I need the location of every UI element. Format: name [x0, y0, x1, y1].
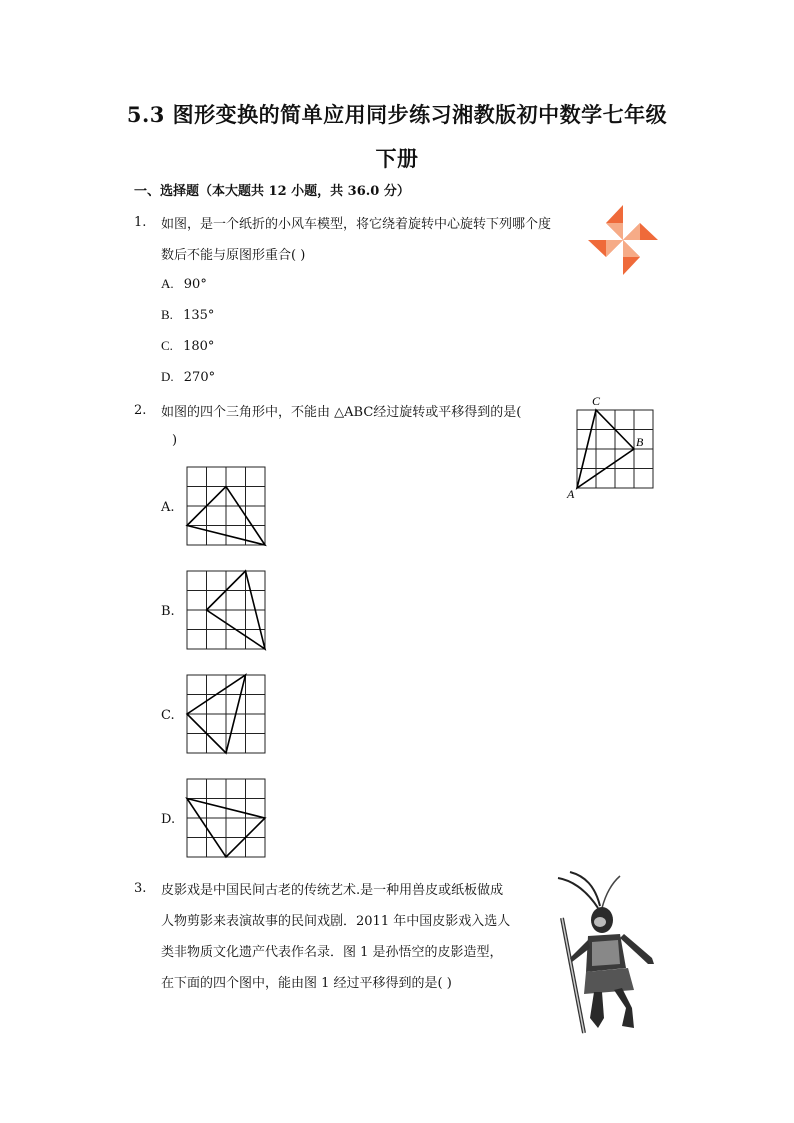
- q1-text-line2: 数后不能与原图形重合( ): [161, 248, 306, 263]
- grid-d: [187, 779, 265, 857]
- q1-option-b[interactable]: [161, 307, 214, 323]
- q2-number: 2.: [134, 403, 147, 418]
- q2-option-a-figure[interactable]: [185, 465, 267, 547]
- q2-option-b-figure[interactable]: [185, 569, 267, 651]
- q1-option-b-label: B.: [161, 307, 173, 322]
- label-c: C: [592, 394, 601, 408]
- pinwheel-blade-2-light: [623, 223, 640, 240]
- label-b: B: [636, 435, 644, 449]
- q2-text-line1: 如图的四个三角形中，不能由 △ABC经过旋转或平移得到的是(: [161, 405, 522, 420]
- label-a: A: [567, 487, 575, 501]
- page-title: 5.3 图形变换的简单应用同步练习湘教版初中数学七年级: [126, 102, 668, 127]
- q1-option-d-text: 270°: [183, 370, 216, 385]
- abc-grid: [577, 410, 653, 488]
- grid-c: [187, 675, 265, 753]
- q2-option-c-label[interactable]: C.: [161, 708, 175, 723]
- q1-number: 1.: [134, 215, 147, 230]
- q1-option-a-label: A.: [161, 276, 174, 291]
- q3-number: 3.: [134, 881, 147, 896]
- q1-option-c[interactable]: [161, 338, 214, 354]
- monkey-king-puppet-figure: [540, 868, 665, 1043]
- q2-text-line2: ): [172, 433, 178, 448]
- pinwheel-blade-1-light: [606, 223, 623, 240]
- q2-option-d-label[interactable]: D.: [161, 812, 176, 827]
- pinwheel-blade-4-light: [606, 240, 623, 257]
- q3-text-line2: 人物剪影来表演故事的民间戏剧．2011 年中国皮影戏入选人: [161, 914, 511, 929]
- q1-text-line1: 如图，是一个纸折的小风车模型，将它绕着旋转中心旋转下列哪个度: [161, 217, 552, 232]
- q1-option-a[interactable]: [161, 276, 207, 292]
- grid-a: [187, 467, 265, 545]
- q3-text-line1: 皮影戏是中国民间古老的传统艺术.是一种用兽皮或纸板做成: [161, 883, 504, 898]
- q2-option-b-label[interactable]: B.: [161, 604, 175, 619]
- triangle-abc-figure: [565, 392, 660, 502]
- pinwheel-blade-3-light: [623, 240, 640, 257]
- q2-option-c-figure[interactable]: [185, 673, 267, 755]
- section-heading: 一、选择题（本大题共 12 小题，共 36.0 分）: [134, 184, 410, 199]
- q2-option-d-figure[interactable]: [185, 777, 267, 859]
- q1-option-c-text: 180°: [183, 339, 215, 354]
- q2-option-a-label[interactable]: A.: [161, 500, 175, 515]
- grid-b: [187, 571, 265, 649]
- q1-option-d-label: D.: [161, 369, 174, 384]
- q3-text-line3: 类非物质文化遗产代表作名录．图 1 是孙悟空的皮影造型，: [161, 945, 503, 960]
- q3-text-line4: 在下面的四个图中，能由图 1 经过平移得到的是( ): [161, 976, 452, 991]
- page-title-line2: 下册: [375, 146, 419, 171]
- q1-option-a-text: 90°: [183, 277, 207, 292]
- pinwheel-figure: [588, 205, 658, 275]
- q1-option-d[interactable]: [161, 369, 215, 385]
- q1-option-c-label: C.: [161, 338, 173, 353]
- q1-option-b-text: 135°: [183, 308, 215, 323]
